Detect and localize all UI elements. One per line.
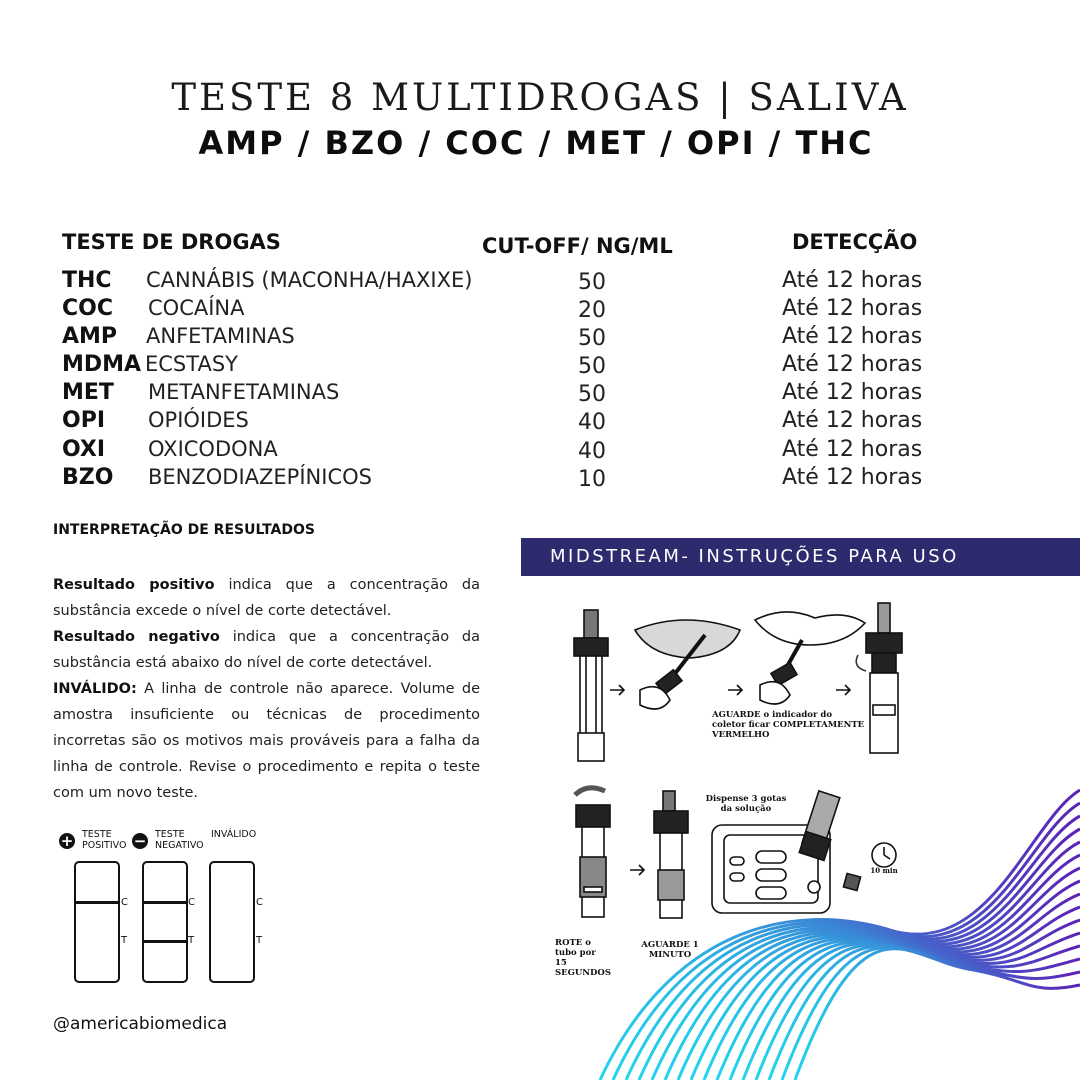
legend-positive-line1: TESTE [82,829,112,840]
c-label: C [188,897,195,908]
test-line [144,940,186,943]
negative-label: Resultado negativo [53,629,220,645]
invalid-text: A linha de controle não aparece. Volume de amostra insuficiente ou técnicas de procedimento incorretas são os motivos mais prováveis para a falha da linha de controle. Revise o procedimento e repita o teste com um novo teste. [53,681,480,801]
minus-icon: − [133,832,147,850]
drug-code: MDMA [62,352,142,377]
drug-detection: Até 12 horas [782,352,923,377]
drug-name: ECSTASY [145,352,238,376]
legend-positive-line2: POSITIVO [82,840,127,851]
arrow-right-icon [728,685,742,695]
drug-cutoff: 40 [578,439,606,464]
instructions-banner [521,538,1080,576]
drug-cutoff: 10 [578,467,606,492]
table-row [62,408,962,436]
drug-cutoff: 50 [578,270,606,295]
drug-detection: Até 12 horas [782,380,923,405]
drug-cutoff: 50 [578,354,606,379]
arrow-right-icon [630,865,644,875]
drug-name: ANFETAMINAS [146,324,295,348]
cassette-negative [142,861,188,983]
positive-paragraph [53,572,480,624]
wait-tube-icon [654,791,688,918]
t-label: T [188,935,195,946]
column-header-cutoff: CUT-OFF/ NG/ML [482,234,673,258]
drug-code: AMP [62,324,118,349]
table-row [62,352,962,380]
column-header-drug: TESTE DE DROGAS [62,230,281,254]
legend-negative [155,829,204,851]
plus-icon: + [60,832,74,850]
t-label: T [121,935,128,946]
drug-name: CANNÁBIS (MACONHA/HAXIXE) [146,268,473,292]
instructions-illustration [540,595,940,980]
cassette-positive [74,861,120,983]
legend-negative-line1: TESTE [155,829,185,840]
positive-text: indica que a concentração da substância excede o nível de corte detectável. [53,577,480,619]
legend-invalid: INVÁLIDO [211,829,257,840]
drug-code: OXI [62,437,106,462]
rotate-tube-icon [575,788,610,917]
wait-indicator-note: AGUARDE o indicador do coletor ficar COMPLETAMENTE VERMELHO [712,710,865,740]
table-row [62,324,962,352]
invalid-label: INVÁLIDO: [53,681,137,697]
rotate-note: ROTE o tubo por 15 SEGUNDOS [555,938,611,978]
drug-code: MET [62,380,114,405]
drug-name: BENZODIAZEPÍNICOS [148,465,372,489]
drug-detection: Até 12 horas [782,324,923,349]
drug-code: BZO [62,465,114,490]
drug-name: OXICODONA [148,437,278,461]
drug-code: THC [62,268,112,293]
drug-detection: Até 12 horas [782,437,923,462]
instructions-banner-text: MIDSTREAM- INSTRUÇÕES PARA USO [550,546,959,567]
arrow-right-icon [836,685,850,695]
cassette-invalid [209,861,255,983]
drug-name: OPIÓIDES [148,408,249,432]
negative-text: indica que a concentração da substância está abaixo do nível de corte detectável. [53,629,480,671]
table-row [62,296,962,324]
drug-cutoff: 40 [578,410,606,435]
drug-code: COC [62,296,113,321]
legend-positive [82,829,126,851]
drug-detection: Até 12 horas [782,465,923,490]
drug-name: METANFETAMINAS [148,380,340,404]
control-line [144,901,186,904]
table-row [62,437,962,465]
drug-cutoff: 50 [578,326,606,351]
page-title: TESTE 8 MULTIDROGAS | SALIVA [171,76,909,119]
t-label: T [256,935,263,946]
drug-detection: Até 12 horas [782,268,923,293]
c-label: C [121,897,128,908]
positive-label: Resultado positivo [53,577,215,593]
column-header-detection: DETECÇÃO [792,230,918,254]
drug-detection: Até 12 horas [782,296,923,321]
drug-cutoff: 50 [578,382,606,407]
negative-paragraph [53,624,480,676]
timer-note: 10 min [870,866,898,875]
table-row [62,465,962,493]
drug-detection: Até 12 horas [782,408,923,433]
c-label: C [256,897,263,908]
wait-minute-note: AGUARDE 1 MINUTO [641,940,699,960]
mouth-swab-icon [635,620,740,709]
table-row [62,380,962,408]
interpretation-title: INTERPRETAÇÃO DE RESULTADOS [53,522,315,538]
drug-code: OPI [62,408,106,433]
drug-name: COCAÍNA [148,296,245,320]
collector-device-icon [574,610,608,761]
dispense-note: Dispense 3 gotas da solução [705,794,787,814]
drug-cutoff: 20 [578,298,606,323]
arrow-right-icon [610,685,624,695]
invalid-paragraph [53,676,480,806]
social-handle: @americabiomedica [53,1014,228,1034]
table-row [62,268,962,296]
control-line [76,901,118,904]
interpretation-text [53,572,480,806]
legend-negative-line2: NEGATIVO [155,840,204,851]
page-subtitle: AMP / BZO / COC / MET / OPI / THC [198,124,874,162]
